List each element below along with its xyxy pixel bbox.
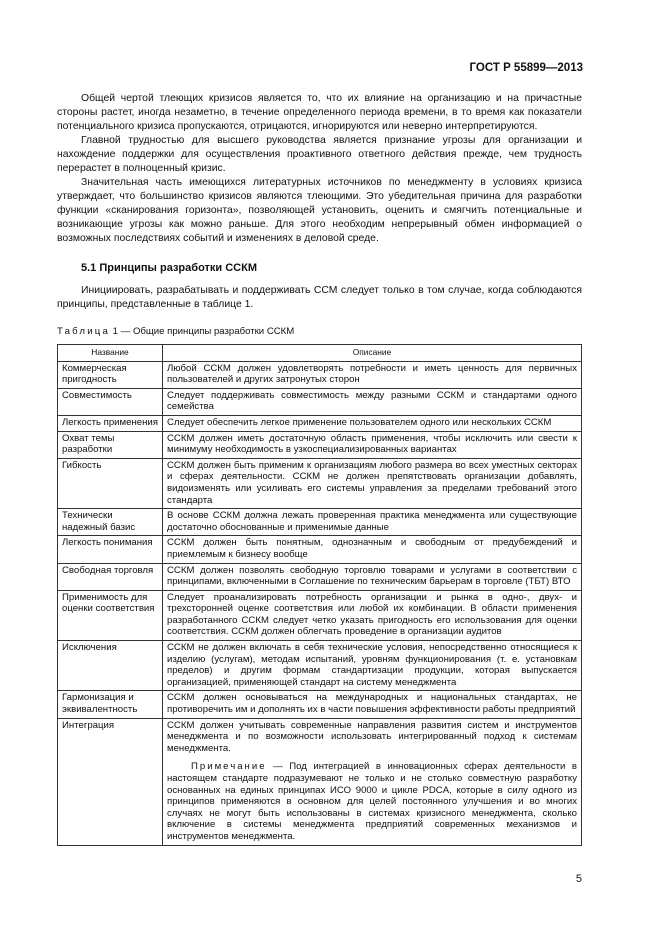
table-row <box>58 431 582 458</box>
page-body <box>57 92 582 846</box>
row-description: ССКМ должен быть применим к организациям любого размера во всех уместных секторах и сферах деятельности. ССКМ не должен препятствовать организации добавлять, видоизменять или усиливать его системы управления за пределами требований этого стандарта <box>163 458 582 508</box>
section-intro: Инициировать, разрабатывать и поддерживать ССМ следует только в том случае, когда соблюдаются принципы, представленные в таблице 1. <box>57 285 582 310</box>
table-row <box>58 691 582 718</box>
row-description: Следует обеспечить легкое применение пользователем одного или нескольких ССКМ <box>163 415 582 431</box>
row-name: Совместимость <box>58 388 163 415</box>
table-row <box>58 563 582 590</box>
row-name: Коммерческая пригодность <box>58 361 163 388</box>
table-row <box>58 415 582 431</box>
column-header-name: Название <box>58 345 163 362</box>
table-row <box>58 458 582 508</box>
row-description-cell <box>163 718 582 845</box>
table-header-row <box>58 345 582 362</box>
row-name: Свободная торговля <box>58 563 163 590</box>
table-note <box>167 761 577 842</box>
row-description: ССКМ должен быть понятным, однозначным и свободным от предубеждений и приемлемым к бизнесу вообще <box>163 536 582 563</box>
row-description: ССКМ должен основываться на международных и национальных стандартах, не противоречить им и дополнять их в части повышения эффективности работы предприятий <box>163 691 582 718</box>
row-description: Следует поддерживать совместимость между разными ССКМ и стандартами одного семейства <box>163 388 582 415</box>
table-caption <box>57 325 582 339</box>
table-row <box>58 718 582 845</box>
row-description: Любой ССКМ должен удовлетворять потребности и иметь ценность для первичных пользователей и других затронутых сторон <box>163 361 582 388</box>
row-description: Следует проанализировать потребность организации и рынка в одно-, двух- и трехсторонней оценке соответствия или любой их комбинации. В области применения разработанного ССКМ следует четко указать пригодность его использования для оценки соответствия. ССКМ должен облегчать проведение в организации аудитов <box>163 590 582 640</box>
row-description: ССКМ должен учитывать современные направления развития систем и инструментов менеджмента и по возможности использовать интегрированный подход к системам менеджмента. <box>167 719 577 754</box>
table-row <box>58 536 582 563</box>
row-name: Применимость для оценки соответствия <box>58 590 163 640</box>
row-name: Исключения <box>58 641 163 691</box>
row-name: Технически надежный базис <box>58 509 163 536</box>
row-name: Охват темы разработки <box>58 431 163 458</box>
row-name: Легкость понимания <box>58 536 163 563</box>
table-row <box>58 361 582 388</box>
row-description: В основе ССКМ должна лежать проверенная практика менеджмента или существующие достаточно обоснованные и применимые данные <box>163 509 582 536</box>
page-number: 5 <box>575 873 582 885</box>
table-row <box>58 509 582 536</box>
row-description: ССКМ должен иметь достаточную область применения, чтобы исключить или свести к минимуму необходимость в узкоспециализированных вариантах <box>163 431 582 458</box>
note-text: — Под интеграцией в инновационных сферах деятельности в настоящем стандарте подразумевают не только и не столько совместную разработку основанных на единых принципах ИСО 9000 и цикле PDCA, которые в силу одного из принципов применяются в основном для целей постоянного улучшения и во многих случаях не могут быть использованы в системах кризисного менеджмента, сколько включение в системы менеджмента предприятий современных механизмов и инструментов менеджмента. <box>167 761 577 842</box>
principles-table <box>57 344 582 846</box>
note-label: Примечание <box>191 761 267 773</box>
table-row <box>58 641 582 691</box>
table-caption-text: 1 — Общие принципы разработки ССКМ <box>110 326 295 337</box>
table-row <box>58 388 582 415</box>
row-name: Гармонизация и эквивалентность <box>58 691 163 718</box>
row-name: Легкость применения <box>58 415 163 431</box>
table-row <box>58 590 582 640</box>
paragraph-1: Общей чертой тлеющих кризисов является то, что их влияние на организацию и на причастные стороны растет, иногда незаметно, в течение определенного периода времени, в то время как показатели потенциального кризиса пропускаются, отрицаются, игнорируются или неверно интерпретируются. <box>57 93 582 132</box>
paragraph-3: Значительная часть имеющихся литературных источников по менеджменту в условиях кризиса утверждает, что большинство кризисов являются тлеющими. Это убедительная причина для разработки функции «сканирования горизонта», позволяющей установить, оценить и смягчить потенциальные и возникающие угрозы как можно раньше. Для этого необходим непрерывный обмен информацией о возможных последствиях событий и изменениях в деловой среде. <box>57 177 582 244</box>
row-name: Гибкость <box>58 458 163 508</box>
table-caption-label: Таблица <box>57 326 111 337</box>
column-header-description: Описание <box>163 345 582 362</box>
row-description: ССКМ не должен включать в себя технические условия, непосредственно относящиеся к изделию (услугам), методам испытаний, уровням функционирования (т. е. установкам пределов) и другим формам стандартизации продукции, которая выпускается организацией, применяющей стандарт на систему менеджмента <box>163 641 582 691</box>
document-id: ГОСТ Р 55899—2013 <box>469 62 583 74</box>
paragraph-2: Главной трудностью для высшего руководства является признание угрозы для организации и нахождение поддержки для осуществления проактивного ответного действия прежде, чем трудность перерастет в полноценный кризис. <box>57 135 582 174</box>
row-name: Интеграция <box>58 718 163 845</box>
row-description: ССКМ должен позволять свободную торговлю товарами и услугами в соответствии с принципами, включенными в Соглашение по техническим барьерам в торговле (ТБТ) ВТО <box>163 563 582 590</box>
section-heading: 5.1 Принципы разработки ССКМ <box>81 262 257 274</box>
